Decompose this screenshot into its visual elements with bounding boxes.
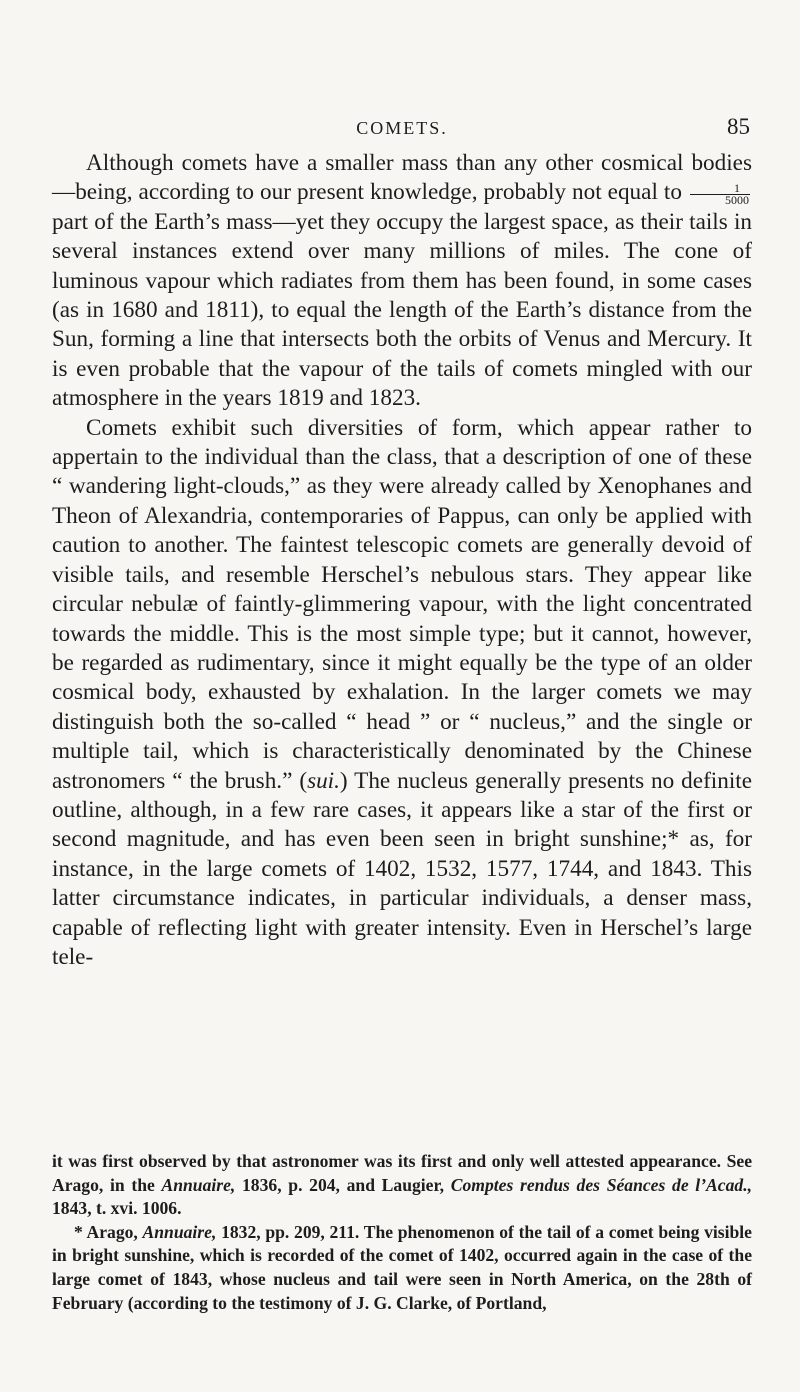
footnote-text: * Arago, — [74, 1221, 143, 1242]
page-number: 85 — [727, 114, 750, 139]
paragraph-mass-of-comets — [52, 149, 752, 414]
paragraph-text: ) The nucleus generally presents no definite outline, although, in a few rare cases, it appears like a star of the first or second magnitude, and has even been seen in bright sunshine;* as, for instance, in the large comets of 1402, 1532, 1577, 1744, and 1843. This latter circumstance indicates, in particular individuals, a denser mass, capable of reflecting light with greater intensity. Even in Herschel’s large tele- — [52, 767, 752, 970]
footnote-text: 1843, t. xvi. 1006. — [52, 1198, 182, 1219]
book-page — [52, 0, 752, 1392]
footnote-continuation — [52, 1150, 752, 1221]
paragraph-text: part of the Earth’s mass—yet they occupy the largest space, as their tails in several instances extend over many millions of miles. The cone of luminous vapour which radiates from them has been found, in some cases (as in 1680 and 1811), to equal the length of the Earth’s distance from the Sun, forming a line that intersects both the orbits of Venus and Mercury. It is even probable that the vapour of the tails of comets mingled with our atmosphere in the years 1819 and 1823. — [52, 208, 752, 412]
italic-citation: Annuaire, — [161, 1174, 236, 1195]
paragraph-text: Comets exhibit such diversities of form, which appear rather to appertain to the individual than the class, that a description of one of these “ wandering light-clouds,” as they were already called by Xenophanes and Theon of Alexandria, contemporaries of Pappus, can only be applied with caution to another. The faintest telescopic comets are generally devoid of visible tails, and resemble Herschel’s nebulous stars. They appear like circular nebulæ of faintly-glimmering vapour, with the light concentrated towards the middle. This is the most simple type; but it cannot, however, be regarded as rudimentary, since it might equally be the type of an older cosmical body, exhausted by exhalation. In the larger comets we may distinguish both the so-called “ head ” or “ nucleus,” and the single or multiple tail, which is characteristically denominated by the Chinese astronomers “ the brush.” ( — [52, 414, 752, 794]
italic-citation: Annuaire, — [142, 1221, 217, 1242]
fraction-denominator: 5000 — [725, 192, 749, 207]
running-header — [52, 112, 752, 142]
paragraph-forms-of-comets — [52, 414, 752, 973]
italic-citation: Comptes rendus des Séances de l’Acad., — [450, 1174, 752, 1195]
fraction-numerator: 1 — [690, 183, 750, 195]
footnote-text: it was first observed by that astronomer was its first and only well attested appearance. See Arago, in the — [52, 1151, 752, 1195]
footnote-text: 1836, p. 204, and Laugier, — [235, 1174, 451, 1195]
main-text — [52, 149, 752, 972]
paragraph-text: Although comets have a smaller mass than any other cosmical bodies—being, according to our present knowledge, probably not equal to — [52, 150, 752, 206]
footnote-star — [52, 1221, 752, 1315]
fraction — [690, 180, 750, 207]
italic-term: sui. — [307, 767, 340, 794]
footnotes — [52, 1150, 752, 1315]
footnote-text: 1832, pp. 209, 211. The phenomenon of the tail of a comet being visible in bright sunshine, which is recorded of the comet of 1402, occurred again in the case of the large comet of 1843, whose nucleus and tail were seen in North America, on the 28th of February (according to the testimony of J. G. Clarke, of Portland, — [52, 1221, 752, 1313]
header-title: COMETS. — [356, 118, 448, 138]
